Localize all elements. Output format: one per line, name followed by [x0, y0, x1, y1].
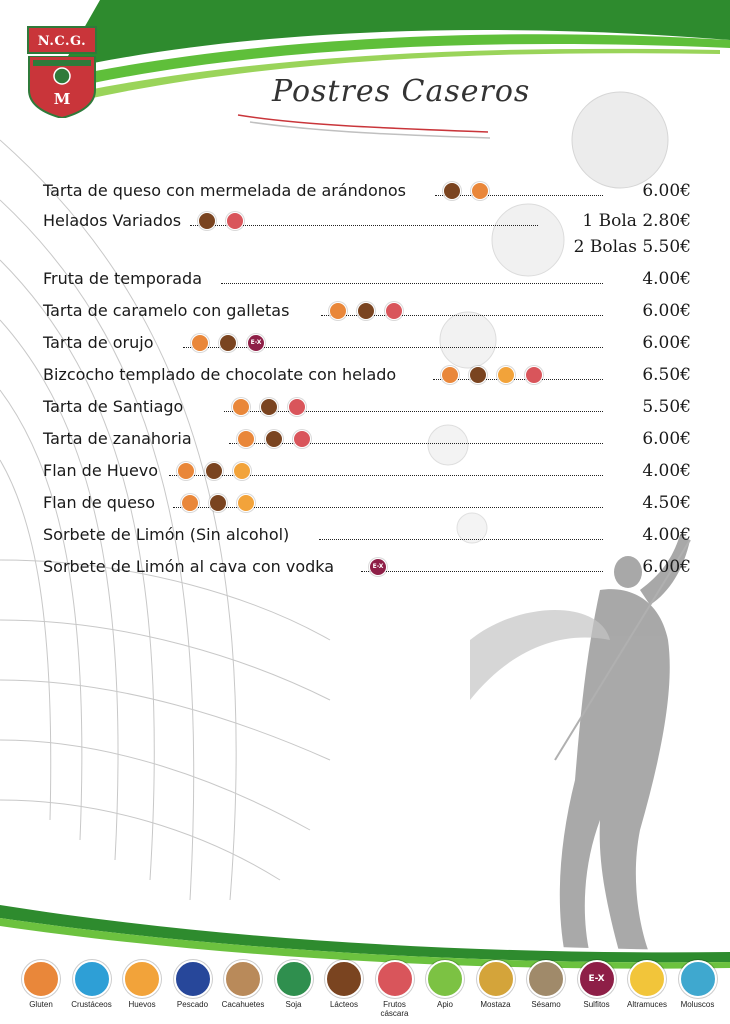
menu-item-name: Tarta de orujo	[43, 333, 154, 352]
legend-label: Cacahuetes	[221, 1000, 265, 1009]
sesame-icon	[527, 960, 565, 998]
legend-label: Gluten	[29, 1000, 53, 1009]
wheat-icon	[22, 960, 60, 998]
wheat-icon	[232, 398, 250, 416]
mustard-icon	[477, 960, 515, 998]
menu-item-name: Sorbete de Limón (Sin alcohol)	[43, 525, 290, 544]
legend-label: Pescado	[176, 1000, 209, 1009]
menu-item	[43, 426, 691, 452]
milk-jug-icon	[325, 960, 363, 998]
legend-label: Frutos cáscara	[380, 1000, 409, 1018]
menu-item-price: 5.50€	[642, 397, 691, 417]
legend-item-soja	[268, 960, 320, 1009]
wheat-icon	[329, 302, 347, 320]
milk-jug-icon	[209, 494, 227, 512]
menu-option-price: 2.80€	[642, 211, 691, 231]
nut-icon	[288, 398, 306, 416]
menu-item-name: Bizcocho templado de chocolate con helado	[43, 365, 397, 384]
menu-item-price: 6.00€	[642, 301, 691, 321]
legend-item-apio	[419, 960, 471, 1009]
eggs-icon	[123, 960, 161, 998]
menu-item	[43, 330, 691, 356]
menu-item-name: Tarta de queso con mermelada de arándonos	[43, 181, 406, 200]
wheat-icon	[237, 430, 255, 448]
legend-label: Sésamo	[531, 1000, 561, 1009]
legend-item-altramuces	[621, 960, 673, 1009]
legend-item-cacahuetes	[217, 960, 269, 1009]
nut-icon	[525, 366, 543, 384]
menu-item	[43, 362, 691, 388]
nut-icon	[293, 430, 311, 448]
menu-item	[43, 298, 691, 324]
dot-leader	[361, 571, 603, 572]
shell-icon	[679, 960, 717, 998]
dot-leader	[224, 411, 603, 412]
legend-label: Huevos	[128, 1000, 156, 1009]
nut-icon	[385, 302, 403, 320]
legend-label: Lácteos	[329, 1000, 359, 1009]
peanut-icon	[224, 960, 262, 998]
legend-item-sulfitos	[571, 960, 623, 1009]
milk-jug-icon	[443, 182, 461, 200]
menu-item	[43, 208, 691, 257]
lupin-icon	[628, 960, 666, 998]
menu-item	[43, 490, 691, 516]
menu-item-name: Tarta de zanahoria	[43, 429, 192, 448]
menu-item-price: 6.00€	[642, 429, 691, 449]
dot-leader	[229, 443, 603, 444]
menu-item-name: Flan de Huevo	[43, 461, 159, 480]
nut-icon	[376, 960, 414, 998]
dot-leader	[221, 283, 603, 284]
legend-item-frutos-cascara	[369, 960, 421, 1018]
wheat-icon	[441, 366, 459, 384]
sulfites-icon: E-X	[578, 960, 616, 998]
menu-option	[574, 234, 691, 260]
dot-leader	[183, 347, 603, 348]
legend-item-gluten	[15, 960, 67, 1009]
milk-jug-icon	[219, 334, 237, 352]
menu-item-name: Tarta de caramelo con galletas	[43, 301, 290, 320]
eggs-icon	[233, 462, 251, 480]
soy-icon	[275, 960, 313, 998]
menu-item-price: 4.00€	[642, 525, 691, 545]
menu-item-price: 4.00€	[642, 269, 691, 289]
menu-item-price: 6.00€	[642, 557, 691, 577]
legend-label: Moluscos	[680, 1000, 715, 1009]
wheat-icon	[471, 182, 489, 200]
crab-icon	[73, 960, 111, 998]
legend-item-moluscos	[672, 960, 724, 1009]
menu-option-label: 2 Bolas	[573, 237, 637, 257]
legend-label: Altramuces	[626, 1000, 667, 1009]
allergen-legend	[0, 956, 730, 1024]
menu-item	[43, 522, 691, 548]
menu-item-name: Sorbete de Limón al cava con vodka	[43, 557, 335, 576]
legend-item-pescado	[167, 960, 219, 1009]
legend-label: Crustáceos	[71, 1000, 112, 1009]
logo-letter: M	[53, 90, 71, 108]
legend-label: Mostaza	[480, 1000, 511, 1009]
milk-jug-icon	[260, 398, 278, 416]
page-title: Postres Caseros	[272, 74, 531, 109]
menu-item-price: 4.00€	[642, 461, 691, 481]
dot-leader	[435, 195, 603, 196]
eggs-icon	[237, 494, 255, 512]
menu-item-price: 4.50€	[642, 493, 691, 513]
milk-jug-icon	[469, 366, 487, 384]
fish-icon	[174, 960, 212, 998]
menu-option-price: 5.50€	[642, 237, 691, 257]
menu-item	[43, 394, 691, 420]
wheat-icon	[191, 334, 209, 352]
menu-item-name: Flan de queso	[43, 493, 156, 512]
sulfites-icon: E-X	[247, 334, 265, 352]
wheat-icon	[181, 494, 199, 512]
menu-item-price: 6.00€	[642, 333, 691, 353]
menu-item	[43, 554, 691, 580]
logo-shield	[27, 56, 97, 118]
legend-label: Sulfitos	[583, 1000, 610, 1009]
menu-option-label: 1 Bola	[582, 211, 637, 231]
club-logo	[27, 26, 97, 118]
legend-item-crustaceos	[66, 960, 118, 1009]
menu-item-name: Tarta de Santiago	[43, 397, 184, 416]
legend-label: Apio	[436, 1000, 453, 1009]
menu-item	[43, 266, 691, 292]
milk-jug-icon	[357, 302, 375, 320]
milk-jug-icon	[205, 462, 223, 480]
nut-icon	[226, 212, 244, 230]
legend-label: Soja	[285, 1000, 302, 1009]
menu-item	[43, 458, 691, 484]
menu-option	[582, 208, 691, 234]
legend-item-lacteos	[318, 960, 370, 1009]
dot-leader	[319, 539, 603, 540]
celery-icon	[426, 960, 464, 998]
menu-item-name: Helados Variados	[43, 211, 182, 230]
milk-jug-icon	[265, 430, 283, 448]
legend-item-sesamo	[520, 960, 572, 1009]
legend-item-huevos	[116, 960, 168, 1009]
milk-jug-icon	[198, 212, 216, 230]
menu-item-price: 6.50€	[642, 365, 691, 385]
sulfites-icon: E-X	[369, 558, 387, 576]
menu-item-price: 6.00€	[642, 181, 691, 201]
legend-item-mostaza	[470, 960, 522, 1009]
dot-leader	[433, 379, 603, 380]
logo-initials: N.C.G.	[27, 26, 97, 54]
wheat-icon	[177, 462, 195, 480]
menu-item	[43, 178, 691, 204]
eggs-icon	[497, 366, 515, 384]
menu-item-name: Fruta de temporada	[43, 269, 202, 288]
